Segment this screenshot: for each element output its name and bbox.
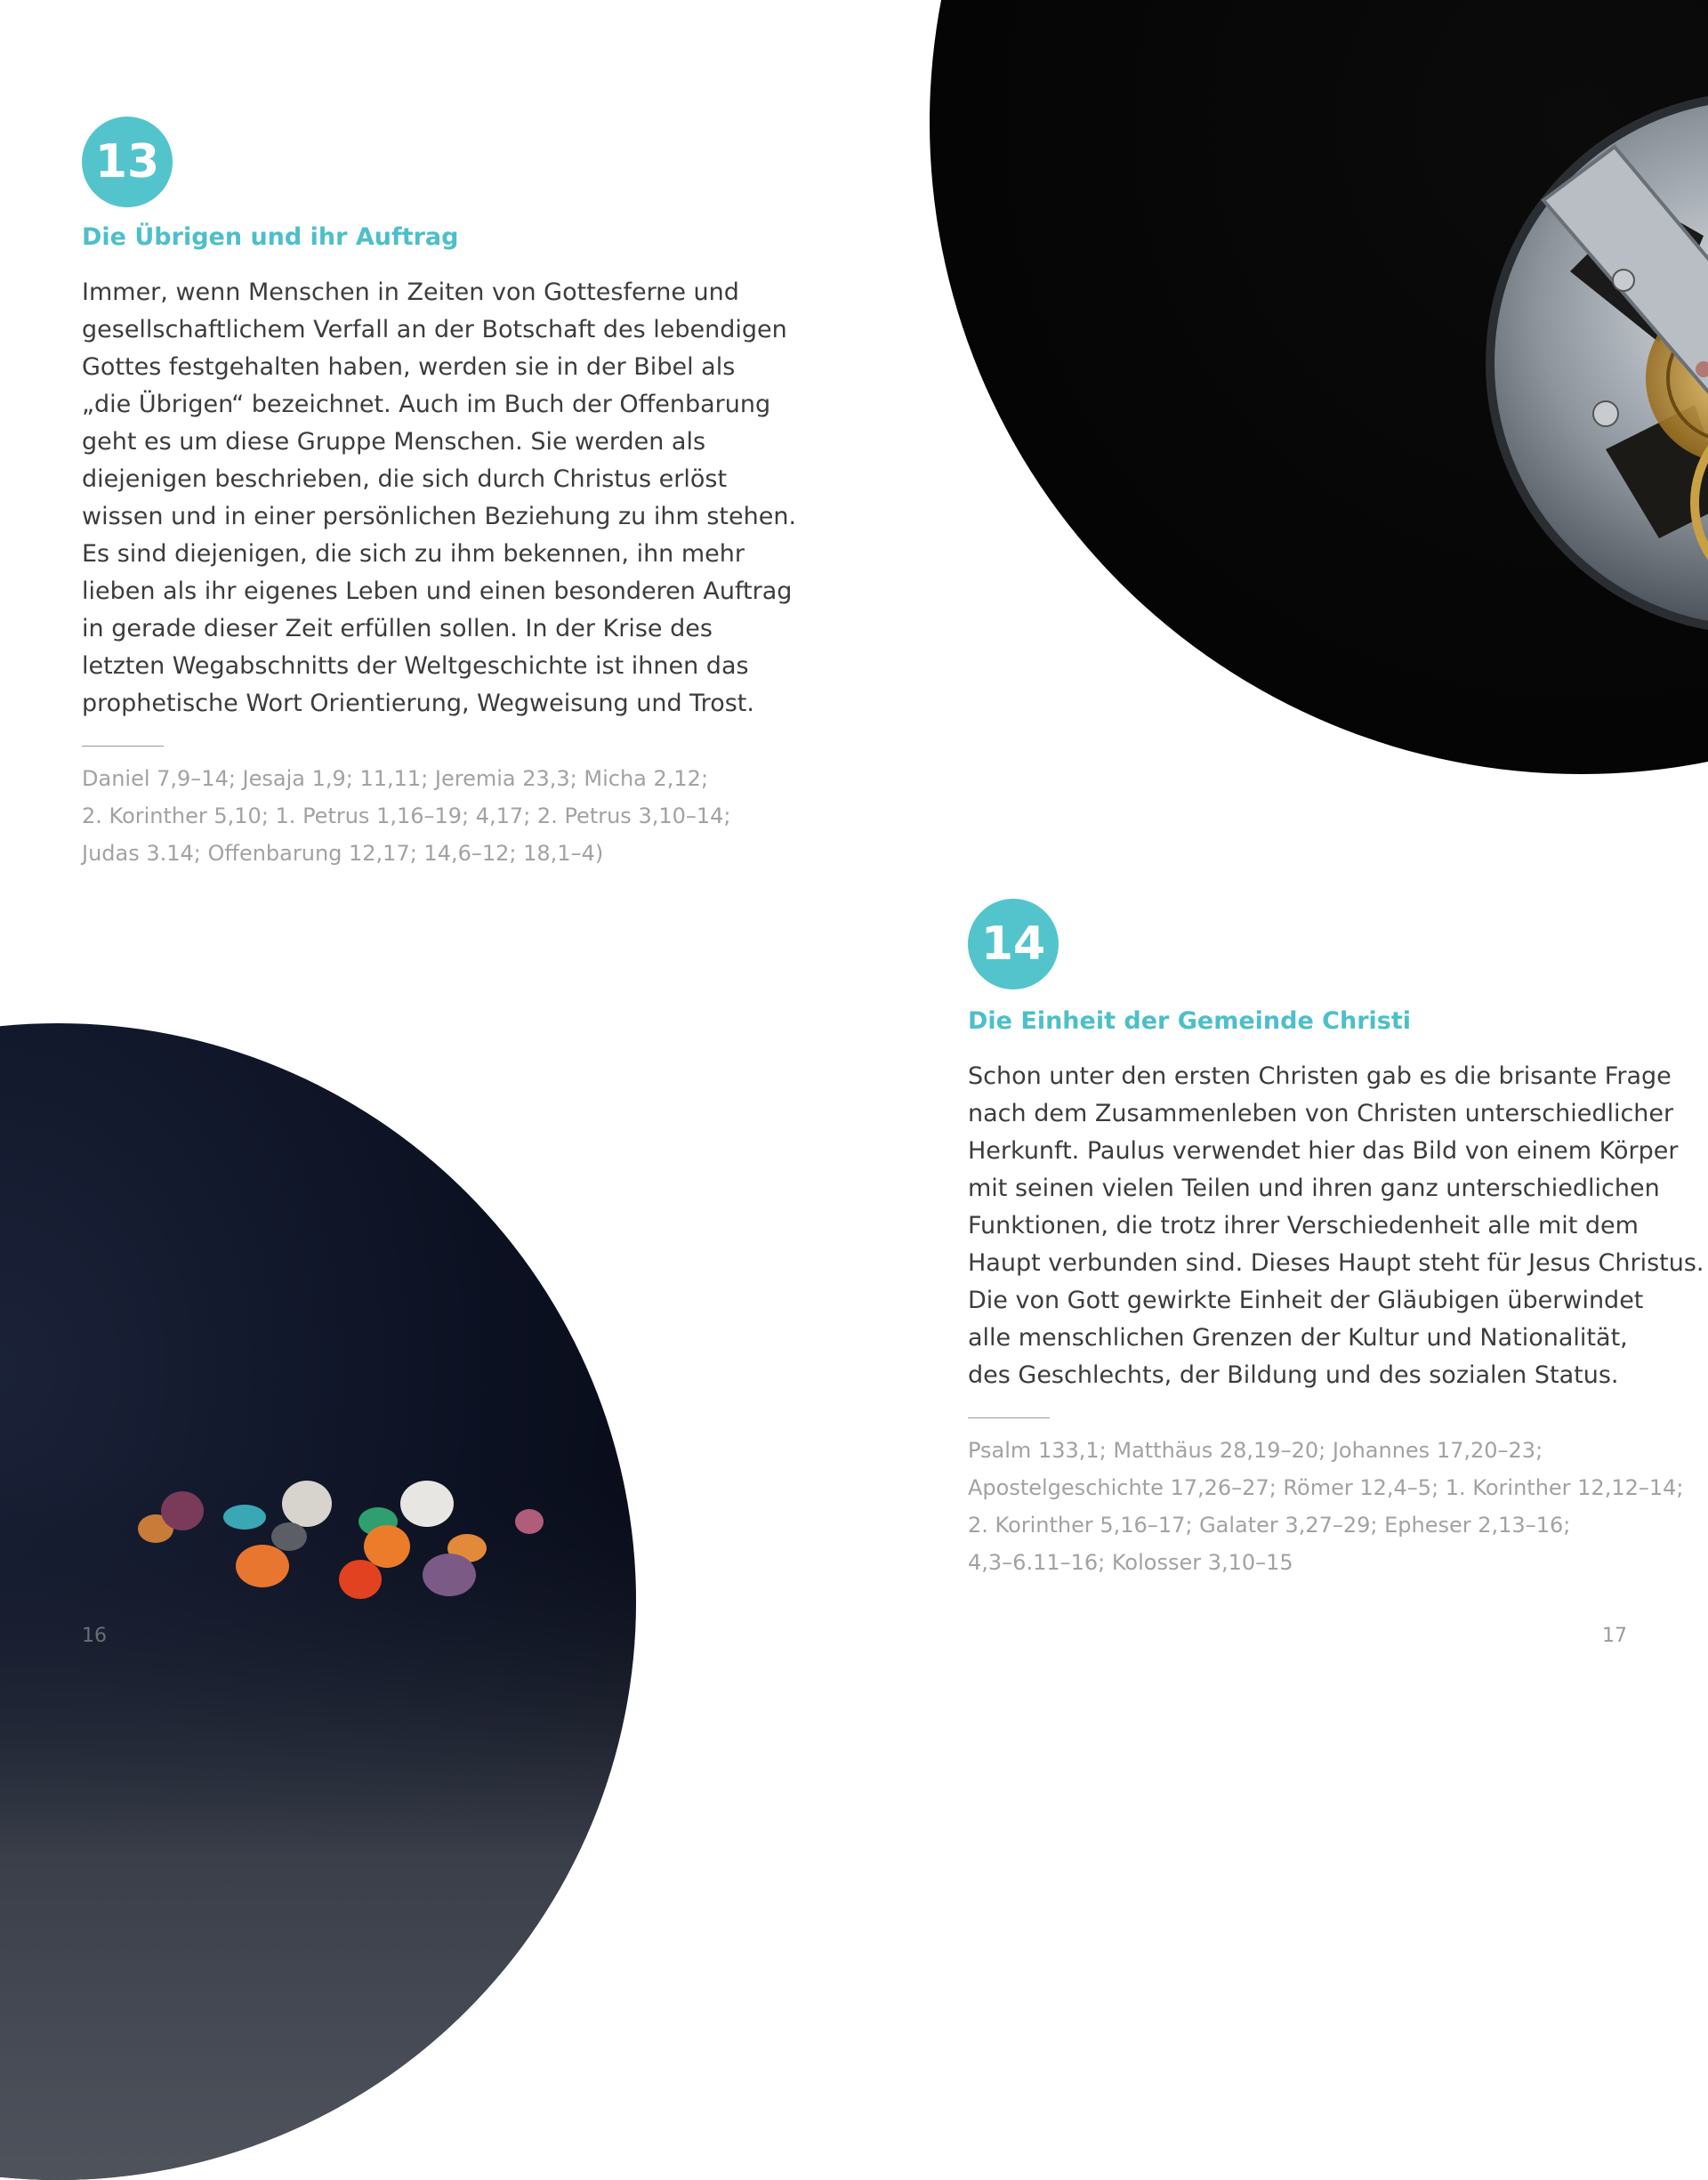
- body-line: Es sind diejenigen, die sich zu ihm bekennen, ihn mehr: [82, 540, 745, 568]
- body-line: diejenigen beschrieben, die sich durch Christus erlöst: [82, 465, 728, 493]
- page-number-right: 17: [1602, 1625, 1627, 1647]
- body-line: wissen und in einer persönlichen Beziehung zu ihm stehen.: [82, 503, 797, 530]
- bible-references: [82, 760, 731, 872]
- body-line: prophetische Wort Orientierung, Wegweisung und Trost.: [82, 690, 754, 717]
- section-body: [82, 274, 796, 723]
- body-line: Gottes festgehalten haben, werden sie in der Bibel als: [82, 353, 736, 381]
- body-line: Immer, wenn Menschen in Zeiten von Gottesferne und: [82, 279, 739, 306]
- body-line: des Geschlechts, der Bildung und des sozialen Status.: [968, 1361, 1619, 1389]
- body-line: alle menschlichen Grenzen der Kultur und Nationalität,: [968, 1324, 1628, 1352]
- reference-line: 2. Korinther 5,10; 1. Petrus 1,16–19; 4,17; 2. Petrus 3,10–14;: [82, 803, 731, 828]
- section-body: [968, 1058, 1704, 1394]
- watch-movement-photo: [930, 0, 1708, 774]
- reference-line: Daniel 7,9–14; Jesaja 1,9; 11,11; Jeremia 23,3; Micha 2,12;: [82, 766, 709, 791]
- body-line: mit seinen vielen Teilen und ihren ganz unterschiedlichen: [968, 1175, 1660, 1202]
- divider-rule: [968, 1417, 1050, 1418]
- body-line: Schon unter den ersten Christen gab es die brisante Frage: [968, 1062, 1672, 1090]
- bible-references: [968, 1432, 1684, 1581]
- body-line: letzten Wegabschnitts der Weltgeschichte ist ihnen das: [82, 652, 749, 680]
- stones-photo: [0, 1023, 636, 2180]
- body-line: Funktionen, die trotz ihrer Verschiedenheit alle mit dem: [968, 1212, 1639, 1239]
- reference-line: 4,3–6.11–16; Kolosser 3,10–15: [968, 1550, 1293, 1575]
- section-number-badge: 13: [82, 117, 173, 207]
- body-line: gesellschaftlichem Verfall an der Botschaft des lebendigen: [82, 316, 787, 343]
- section-heading: Die Übrigen und ihr Auftrag: [82, 223, 459, 251]
- body-line: in gerade dieser Zeit erfüllen sollen. In der Krise des: [82, 615, 713, 642]
- page-number-left: 16: [82, 1625, 107, 1647]
- body-line: Haupt verbunden sind. Dieses Haupt steht für Jesus Christus.: [968, 1249, 1704, 1277]
- body-line: lieben als ihr eigenes Leben und einen besonderen Auftrag: [82, 577, 793, 605]
- reference-line: 2. Korinther 5,16–17; Galater 3,27–29; Epheser 2,13–16;: [968, 1513, 1571, 1538]
- body-line: Herkunft. Paulus verwendet hier das Bild von einem Körper: [968, 1137, 1679, 1165]
- reference-line: Judas 3.14; Offenbarung 12,17; 14,6–12; 18,1–4): [82, 841, 604, 866]
- body-line: geht es um diese Gruppe Menschen. Sie werden als: [82, 428, 706, 456]
- section-number-badge: 14: [968, 899, 1059, 989]
- section-heading: Die Einheit der Gemeinde Christi: [968, 1007, 1412, 1035]
- reference-line: Psalm 133,1; Matthäus 28,19–20; Johannes 17,20–23;: [968, 1438, 1543, 1463]
- body-line: „die Übrigen“ bezeichnet. Auch im Buch der Offenbarung: [82, 391, 771, 418]
- body-line: nach dem Zusammenleben von Christen unterschiedlicher: [968, 1100, 1674, 1127]
- body-line: Die von Gott gewirkte Einheit der Gläubigen überwindet: [968, 1287, 1644, 1314]
- reference-line: Apostelgeschichte 17,26–27; Römer 12,4–5; 1. Korinther 12,12–14;: [968, 1475, 1684, 1500]
- divider-rule: [82, 746, 164, 747]
